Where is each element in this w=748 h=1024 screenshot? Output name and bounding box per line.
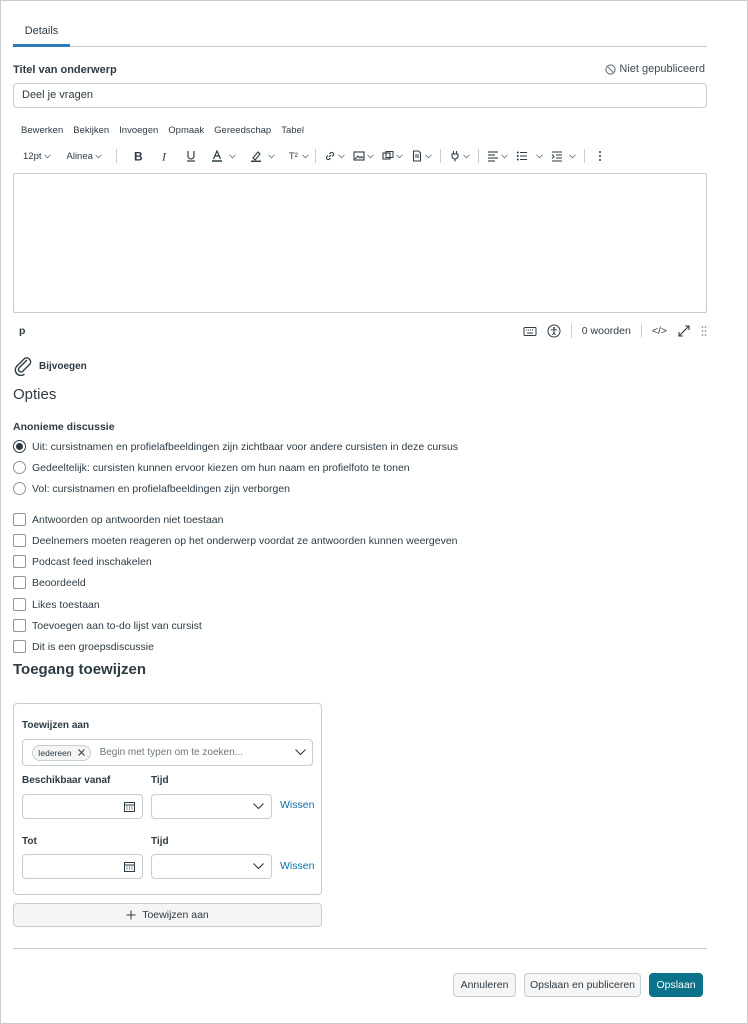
title-label: Titel van onderwerp [13, 64, 117, 76]
until-label: Tot [22, 836, 37, 847]
anonymous-option-full[interactable] [13, 482, 290, 495]
add-assignment-button[interactable] [13, 903, 322, 927]
indent-button[interactable] [547, 145, 580, 167]
chip-label: Iedereen [38, 747, 72, 758]
underline-icon [185, 150, 197, 162]
assign-search-placeholder: Begin met typen om te zoeken... [99, 747, 243, 758]
highlighter-icon [250, 150, 262, 162]
highlight-color-button[interactable] [246, 145, 279, 167]
resize-handle-icon[interactable] [701, 325, 707, 337]
until-time-select[interactable] [151, 854, 272, 879]
clear-until-link[interactable]: Wissen [280, 860, 315, 872]
option-disallow-threaded-replies[interactable] [13, 513, 223, 526]
menu-table[interactable]: Tabel [281, 125, 304, 136]
chevron-down-icon [253, 803, 264, 810]
block-format-select[interactable] [63, 145, 106, 167]
word-count[interactable]: 0 woorden [581, 325, 631, 337]
superscript-icon: T² [288, 150, 298, 162]
options-heading: Opties [13, 386, 57, 403]
menu-format[interactable]: Opmaak [168, 125, 205, 136]
checkbox[interactable] [13, 555, 26, 568]
checkbox-label: Podcast feed inschakelen [32, 555, 152, 568]
cancel-button[interactable]: Annuleren [453, 973, 516, 997]
clear-available-from-link[interactable]: Wissen [280, 799, 315, 811]
remove-icon[interactable] [78, 749, 85, 756]
chevron-down-icon [268, 154, 275, 159]
media-icon [382, 150, 394, 162]
publish-status [605, 63, 705, 75]
option-graded[interactable] [13, 576, 86, 589]
tab-details[interactable]: Details [13, 15, 70, 47]
assign-access-heading: Toegang toewijzen [13, 661, 147, 678]
font-size-select[interactable] [21, 145, 55, 167]
chevron-down-icon [367, 154, 374, 159]
menu-tools[interactable]: Gereedschap [214, 125, 272, 136]
radio-button[interactable] [13, 482, 26, 495]
svg-text:I: I [161, 150, 166, 162]
bold-button[interactable] [129, 145, 149, 167]
assign-to-select[interactable] [22, 739, 313, 766]
checkbox[interactable] [13, 534, 26, 547]
checkbox-label: Antwoorden op antwoorden niet toestaan [32, 513, 224, 526]
until-time-label: Tijd [151, 836, 169, 847]
checkbox[interactable] [13, 513, 26, 526]
checkbox[interactable] [13, 598, 26, 611]
save-and-publish-button[interactable]: Opslaan en publiceren [524, 973, 641, 997]
checkbox-label: Deelnemers moeten reageren op het onderwerp voordat ze antwoorden kunnen weergeven [32, 534, 458, 547]
underline-button[interactable] [181, 145, 201, 167]
anonymous-option-off[interactable] [13, 440, 458, 453]
chevron-down-icon [302, 154, 309, 159]
block-format-value: Alinea [66, 150, 93, 162]
link-button[interactable] [320, 145, 349, 167]
chevron-down-icon [338, 154, 345, 159]
unpublished-icon [605, 64, 616, 75]
link-icon [324, 150, 336, 162]
menu-view[interactable]: Bekijken [73, 125, 110, 136]
svg-text:B: B [133, 150, 143, 162]
italic-icon [159, 150, 171, 162]
anonymous-discussion-heading: Anonieme discussie [13, 421, 115, 433]
document-icon [411, 150, 423, 162]
checkbox-label: Beoordeeld [32, 576, 86, 589]
font-size-value: 12pt [23, 150, 42, 162]
paperclip-icon [13, 356, 35, 376]
attach-label: Bijvoegen [39, 360, 87, 372]
chevron-down-icon [536, 154, 543, 159]
plug-icon [449, 150, 461, 162]
text-color-button[interactable] [207, 145, 240, 167]
apps-button[interactable] [445, 145, 474, 167]
element-path[interactable]: p [19, 325, 26, 337]
indent-icon [551, 150, 563, 162]
align-button[interactable] [483, 145, 512, 167]
title-input[interactable]: Deel je vragen [13, 83, 707, 108]
more-vertical-icon [597, 150, 603, 162]
superscript-button[interactable] [285, 145, 313, 167]
editor-statusbar [13, 321, 707, 341]
text-color-icon [211, 150, 223, 162]
footer-divider [13, 948, 707, 949]
option-podcast-feed[interactable] [13, 555, 152, 568]
radio-label: Gedeeltelijk: cursisten kunnen ervoor kiezen om hun naam en profielfoto te tonen [32, 461, 410, 474]
bold-icon [133, 150, 145, 162]
bullet-list-icon [516, 150, 528, 162]
until-date-input[interactable] [22, 854, 143, 879]
available-from-time-select[interactable] [151, 794, 272, 819]
image-button[interactable] [349, 145, 378, 167]
radio-button[interactable] [13, 461, 26, 474]
chevron-down-icon [295, 749, 306, 756]
anonymous-option-partial[interactable] [13, 461, 410, 474]
chevron-down-icon [396, 154, 403, 159]
save-button[interactable]: Opslaan [649, 973, 703, 997]
editor-menubar [21, 125, 304, 136]
available-from-date-input[interactable] [22, 794, 143, 819]
option-todo-list[interactable] [13, 619, 202, 632]
chevron-down-icon [569, 154, 576, 159]
keyboard-icon[interactable] [523, 325, 537, 337]
chevron-down-icon [501, 154, 508, 159]
italic-button[interactable] [155, 145, 175, 167]
option-allow-likes[interactable] [13, 598, 100, 611]
chevron-down-icon [463, 154, 470, 159]
assignee-chip[interactable] [32, 745, 91, 761]
html-editor-toggle[interactable]: </> [651, 325, 667, 337]
radio-label: Uit: cursistnamen en profielafbeeldingen zijn zichtbaar voor andere cursisten in deze cursus [32, 440, 459, 453]
checkbox-label: Dit is een groepsdiscussie [32, 640, 154, 653]
radio-button[interactable] [13, 440, 26, 453]
plus-icon [126, 910, 136, 920]
checkbox-label: Toevoegen aan to-do lijst van cursist [32, 619, 202, 632]
option-require-initial-post[interactable] [13, 534, 458, 547]
menu-insert[interactable]: Invoegen [119, 125, 159, 136]
chevron-down-icon [44, 154, 51, 159]
add-assignment-label: Toewijzen aan [142, 909, 209, 921]
calendar-icon[interactable] [124, 861, 135, 872]
available-from-label: Beschikbaar vanaf [22, 775, 111, 786]
option-group-discussion[interactable] [13, 640, 154, 653]
image-icon [353, 150, 365, 162]
fullscreen-icon[interactable] [677, 324, 691, 338]
publish-status-text: Niet gepubliceerd [619, 63, 705, 75]
checkbox[interactable] [13, 619, 26, 632]
chevron-down-icon [425, 154, 432, 159]
align-left-icon [487, 150, 499, 162]
media-button[interactable] [378, 145, 407, 167]
tab-bar [13, 15, 707, 47]
chevron-down-icon [95, 154, 102, 159]
chevron-down-icon [229, 154, 236, 159]
accessibility-icon[interactable] [547, 324, 561, 338]
editor-toolbar [21, 145, 607, 167]
rich-content-editor[interactable] [13, 173, 707, 313]
available-from-time-label: Tijd [151, 775, 169, 786]
more-button[interactable] [593, 145, 607, 167]
checkbox[interactable] [13, 576, 26, 589]
radio-label: Vol: cursistnamen en profielafbeeldingen zijn verborgen [32, 482, 290, 495]
chevron-down-icon [253, 863, 264, 870]
menu-edit[interactable]: Bewerken [21, 125, 64, 136]
calendar-icon[interactable] [124, 801, 135, 812]
list-button[interactable] [512, 145, 547, 167]
checkbox-label: Likes toestaan [32, 598, 100, 611]
checkbox[interactable] [13, 640, 26, 653]
assign-to-label: Toewijzen aan [22, 720, 90, 731]
document-button[interactable] [407, 145, 436, 167]
attach-button[interactable] [13, 356, 87, 376]
